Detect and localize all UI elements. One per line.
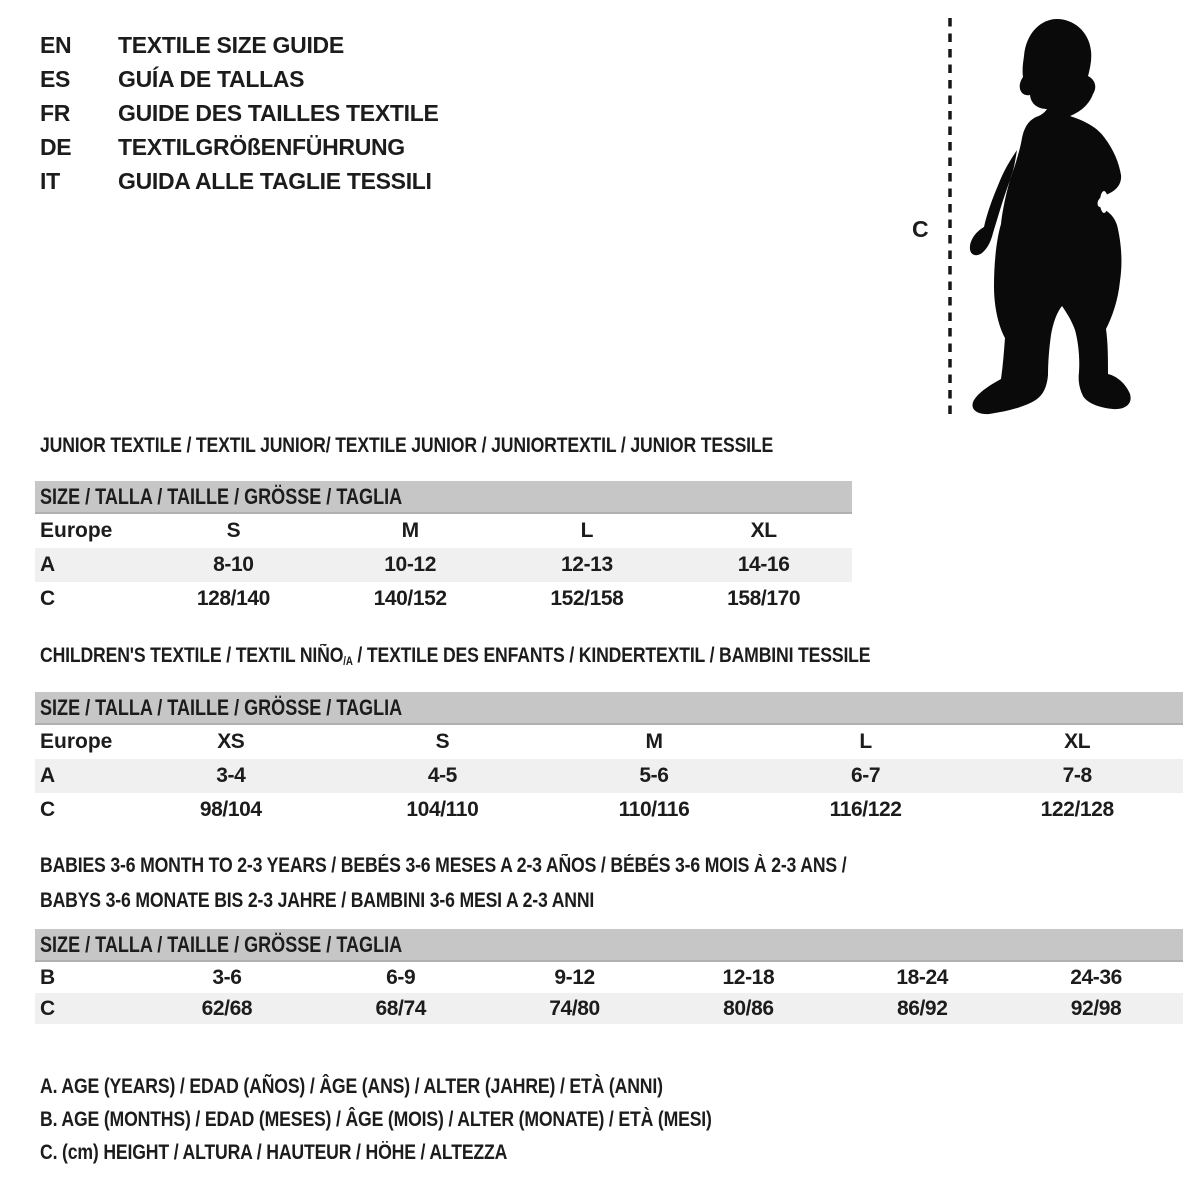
language-code: DE xyxy=(40,134,72,160)
language-code: IT xyxy=(40,168,60,194)
size-cell: XS xyxy=(217,730,245,753)
height-cell: 122/128 xyxy=(1040,798,1114,821)
language-row xyxy=(40,130,439,164)
language-row xyxy=(40,96,439,130)
babies-title-line1: BABIES 3-6 MONTH TO 2-3 YEARS / BEBÉS 3-6 MESES A 2-3 AÑOS / BÉBÉS 3-6 MOIS À 2-3 ANS / xyxy=(40,854,847,877)
age-cell: 6-7 xyxy=(851,764,881,787)
size-cell: XL xyxy=(1064,730,1091,753)
table-row-age xyxy=(35,548,852,582)
row-label: A xyxy=(40,553,56,576)
size-cell: S xyxy=(226,519,241,542)
children-table xyxy=(35,692,1183,827)
height-cell: 152/158 xyxy=(550,587,624,610)
junior-table xyxy=(35,481,852,616)
legend-line-a: A. AGE (YEARS) / EDAD (AÑOS) / ÂGE (ANS) / ALTER (JAHRE) / ETÀ (ANNI) xyxy=(40,1075,663,1098)
size-header-text: SIZE / TALLA / TAILLE / GRÖSSE / TAGLIA xyxy=(40,483,403,509)
age-cell: 5-6 xyxy=(639,764,669,787)
height-cell: 80/86 xyxy=(723,996,774,1020)
age-cell: 14-16 xyxy=(737,553,790,576)
months-cell: 9-12 xyxy=(554,965,595,989)
height-cell: 104/110 xyxy=(406,798,479,821)
language-code: ES xyxy=(40,66,71,92)
size-header-text: SIZE / TALLA / TAILLE / GRÖSSE / TAGLIA xyxy=(40,694,403,720)
size-cell: XL xyxy=(750,519,777,542)
row-label: Europe xyxy=(40,730,113,753)
row-label: C xyxy=(40,587,56,610)
height-label-c: C xyxy=(912,216,929,242)
table-row-months xyxy=(35,962,1183,993)
size-header-bar xyxy=(35,481,852,514)
language-code: EN xyxy=(40,32,72,58)
babies-table-title xyxy=(40,848,1000,918)
height-cell: 86/92 xyxy=(896,996,948,1020)
height-cell: 92/98 xyxy=(1070,996,1122,1020)
toddler-silhouette-icon xyxy=(970,19,1131,414)
row-label: B xyxy=(40,965,56,989)
height-cell: 62/68 xyxy=(201,996,253,1020)
children-title-prefix: CHILDREN'S TEXTILE / TEXTIL NIÑO xyxy=(40,644,344,667)
height-cell: 128/140 xyxy=(196,587,270,610)
children-title-sub: /A xyxy=(343,656,353,669)
legend-line-c: C. (cm) HEIGHT / ALTURA / HAUTEUR / HÖHE / ALTEZZA xyxy=(40,1141,508,1164)
babies-title-line2: BABYS 3-6 MONATE BIS 2-3 JAHRE / BAMBINI 3-6 MESI A 2-3 ANNI xyxy=(40,889,595,912)
table-row-height xyxy=(35,793,1183,827)
age-cell: 7-8 xyxy=(1062,764,1092,787)
size-header-bar xyxy=(35,692,1183,725)
size-header-bar xyxy=(35,929,1183,962)
legend-line-b: B. AGE (MONTHS) / EDAD (MESES) / ÂGE (MOIS) / ALTER (MONATE) / ETÀ (MESI) xyxy=(40,1108,712,1131)
height-cell: 116/122 xyxy=(829,798,902,821)
size-cell: M xyxy=(401,519,419,542)
children-table-title xyxy=(40,644,870,668)
children-title-suffix: / TEXTILE DES ENFANTS / KINDERTEXTIL / BAMBINI TESSILE xyxy=(352,644,871,667)
junior-table-title: JUNIOR TEXTILE / TEXTIL JUNIOR/ TEXTILE JUNIOR / JUNIORTEXTIL / JUNIOR TESSILE xyxy=(40,434,774,457)
height-cell: 110/116 xyxy=(618,798,690,821)
table-row-europe xyxy=(35,514,852,548)
language-title: TEXTILE SIZE GUIDE xyxy=(118,32,344,58)
table-row-europe xyxy=(35,725,1183,759)
table-row-height xyxy=(35,993,1183,1024)
size-cell: L xyxy=(859,730,872,753)
table-row-age xyxy=(35,759,1183,793)
months-cell: 3-6 xyxy=(212,965,242,989)
language-list xyxy=(40,28,439,198)
height-cell: 158/170 xyxy=(727,587,801,610)
size-cell: S xyxy=(435,730,450,753)
language-row xyxy=(40,28,439,62)
language-title: TEXTILGRÖßENFÜHRUNG xyxy=(118,134,405,160)
row-label: A xyxy=(40,764,56,787)
toddler-figure xyxy=(905,8,1140,420)
row-label: Europe xyxy=(40,519,113,542)
age-cell: 3-4 xyxy=(216,764,246,787)
months-cell: 12-18 xyxy=(722,965,775,989)
age-cell: 12-13 xyxy=(561,553,613,576)
legend xyxy=(40,1070,840,1169)
age-cell: 8-10 xyxy=(213,553,254,576)
size-cell: L xyxy=(580,519,594,542)
language-title: GUÍA DE TALLAS xyxy=(118,66,305,92)
height-cell: 98/104 xyxy=(199,798,262,821)
elbow-gap xyxy=(1100,191,1108,213)
table-row-height xyxy=(35,582,852,616)
months-cell: 6-9 xyxy=(386,965,416,989)
row-label: C xyxy=(40,798,56,821)
babies-table xyxy=(35,929,1183,1024)
size-cell: M xyxy=(645,730,663,753)
language-code: FR xyxy=(40,100,71,126)
size-header-text: SIZE / TALLA / TAILLE / GRÖSSE / TAGLIA xyxy=(40,931,403,957)
age-cell: 10-12 xyxy=(384,553,436,576)
language-row xyxy=(40,164,439,198)
row-label: C xyxy=(40,996,56,1020)
months-cell: 18-24 xyxy=(896,965,949,989)
language-title: GUIDA ALLE TAGLIE TESSILI xyxy=(118,168,432,194)
language-title: GUIDE DES TAILLES TEXTILE xyxy=(118,100,439,126)
age-cell: 4-5 xyxy=(427,764,457,787)
height-cell: 140/152 xyxy=(373,587,447,610)
language-row xyxy=(40,62,439,96)
height-cell: 74/80 xyxy=(549,996,600,1020)
height-cell: 68/74 xyxy=(375,996,427,1020)
months-cell: 24-36 xyxy=(1070,965,1122,989)
